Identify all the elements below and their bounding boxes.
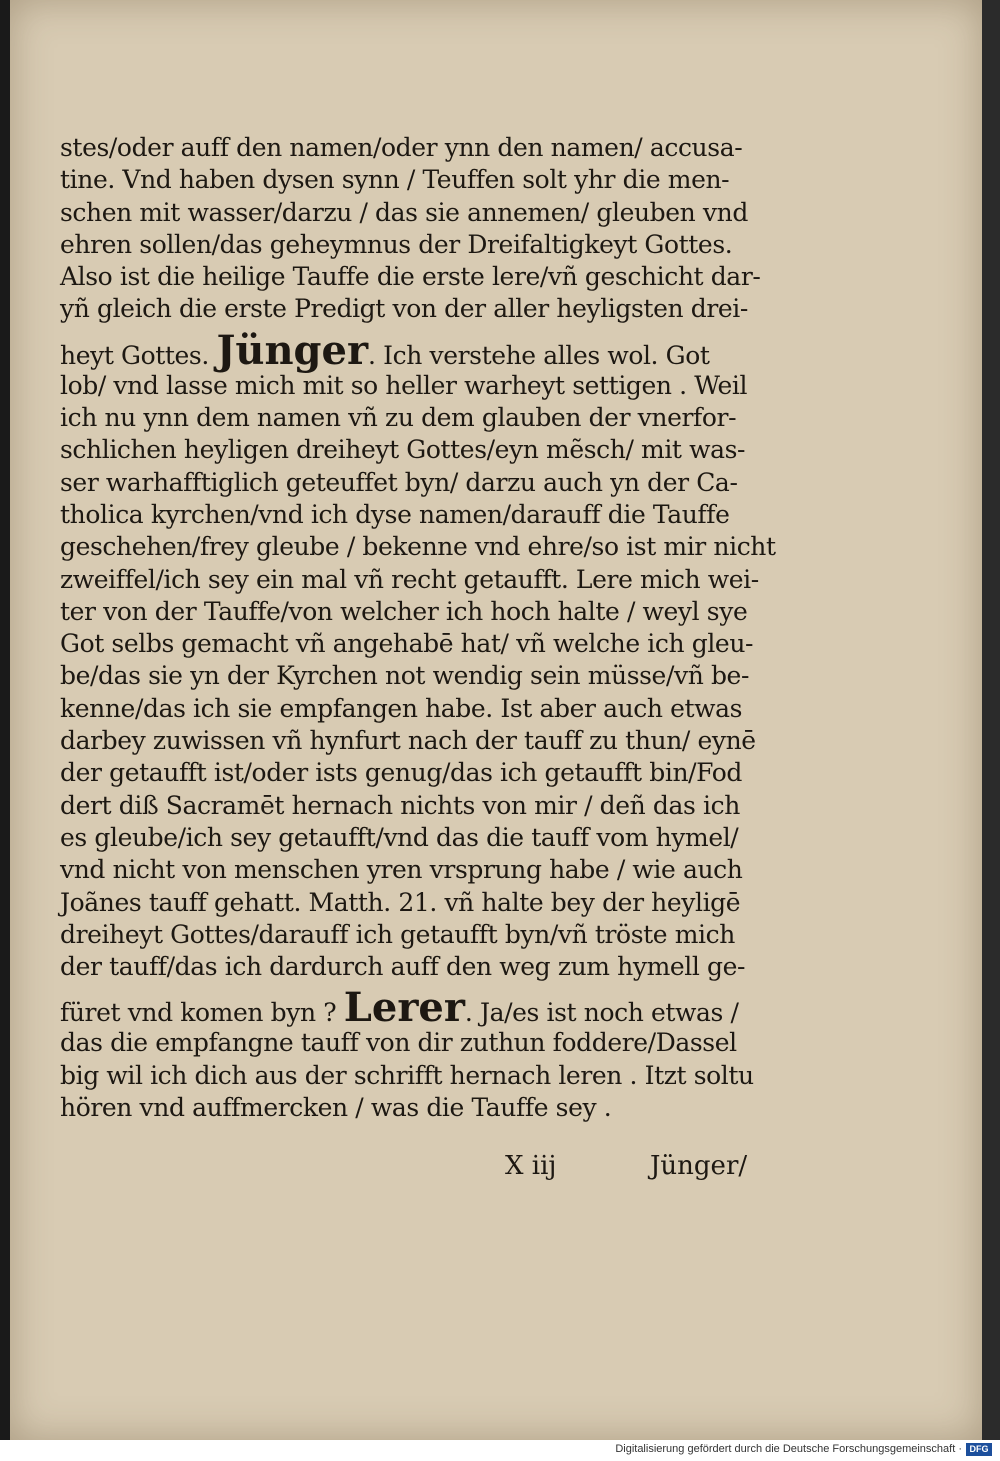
funding-credit: Digitalisierung gefördert durch die Deutsche Forschungsgemeinschaft · [615,1443,962,1455]
text-line: der tauff/das ich dardurch auff den weg zum hymell ge‑ [60,952,746,982]
text-line: tine. Vnd haben dysen synn / Teuffen solt yhr die men‑ [60,165,730,195]
text-line: dreiheyt Gottes/darauff ich getaufft byn/vñ tröste mich [60,919,735,949]
text-line: ehren sollen/das geheymnus der Dreifaltigkeyt Gottes. [60,229,733,259]
text-line: geschehen/frey gleube / bekenne vnd ehre/so ist mir nicht [60,532,776,562]
text-line: das die empfangne tauff von dir zuthun foddere/Dassel [60,1028,737,1058]
text-line: tholica kyrchen/vnd ich dyse namen/darauff die Tauffe [60,499,730,529]
speaker-line-before: füret vnd komen byn ? [60,998,337,1028]
speaker-line-after: . Ich verstehe alles wol. Got [368,340,710,370]
text-line: schen mit wasser/darzu / das sie annemen/ gleuben vnd [60,197,748,227]
text-line: der getaufft ist/oder ists genug/das ich getaufft bin/Fod [60,758,742,788]
text-line: hören vnd auffmercken / was die Tauffe sey . [60,1093,612,1123]
text-line: Joãnes tauff gehatt. Matth. 21. vñ halte bey der heyligē [60,887,741,917]
speaker-lerer: Lerer [343,984,465,1032]
text-line: be/das sie yn der Kyrchen not wendig sein müsse/vñ be‑ [60,661,749,691]
signature-mark: X iij [505,1151,557,1181]
page-footer [60,1148,760,1184]
text-line: darbey zuwissen vñ hynfurt nach der tauff zu thun/ eynē [60,726,756,756]
speaker-line-after: . Ja/es ist noch etwas / [464,998,739,1028]
text-line: Also ist die heilige Tauffe die erste lere/vñ geschicht dar‑ [60,262,761,292]
page-text [60,132,780,1124]
text-line: stes/oder auff den namen/oder ynn den namen/ accusa‑ [60,133,743,162]
speaker-line-before: heyt Gottes. [60,340,209,370]
text-line: lob/ vnd lasse mich mit so heller warheyt settigen . Weil [60,370,748,400]
text-line: yñ gleich die erste Predigt von der aller heyligsten drei‑ [60,294,748,324]
page-edge [982,0,1000,1440]
speaker-line [60,983,780,1032]
text-line: ter von der Tauffe/von welcher ich hoch halte / weyl sye [60,596,748,626]
text-line: zweiffel/ich sey ein mal vñ recht getaufft. Lere mich wei‑ [60,564,759,594]
text-line: ser warhafftiglich geteuffet byn/ darzu auch yn der Ca‑ [60,467,738,497]
text-line: ich nu ynn dem namen vñ zu dem glauben der vnerfor‑ [60,403,737,433]
text-line: kenne/das ich sie empfangen habe. Ist aber auch etwas [60,693,743,723]
speaker-juenger: Jünger [216,326,369,374]
speaker-line [60,326,780,374]
text-line: schlichen heyligen dreiheyt Gottes/eyn mẽsch/ mit was‑ [60,435,746,465]
catchword: Jünger/ [650,1151,748,1181]
text-line: vnd nicht von menschen yren vrsprung habe / wie auch [60,855,743,885]
text-line: big wil ich dich aus der schrifft hernach leren . Itzt soltu [60,1060,754,1090]
dfg-logo: DFG [966,1443,992,1456]
text-line: Got selbs gemacht vñ angehabē hat/ vñ welche ich gleu‑ [60,629,754,659]
text-line: dert diß Sacramēt hernach nichts von mir / deñ das ich [60,790,740,820]
text-line: es gleube/ich sey getaufft/vnd das die tauff vom hymel/ [60,822,739,852]
